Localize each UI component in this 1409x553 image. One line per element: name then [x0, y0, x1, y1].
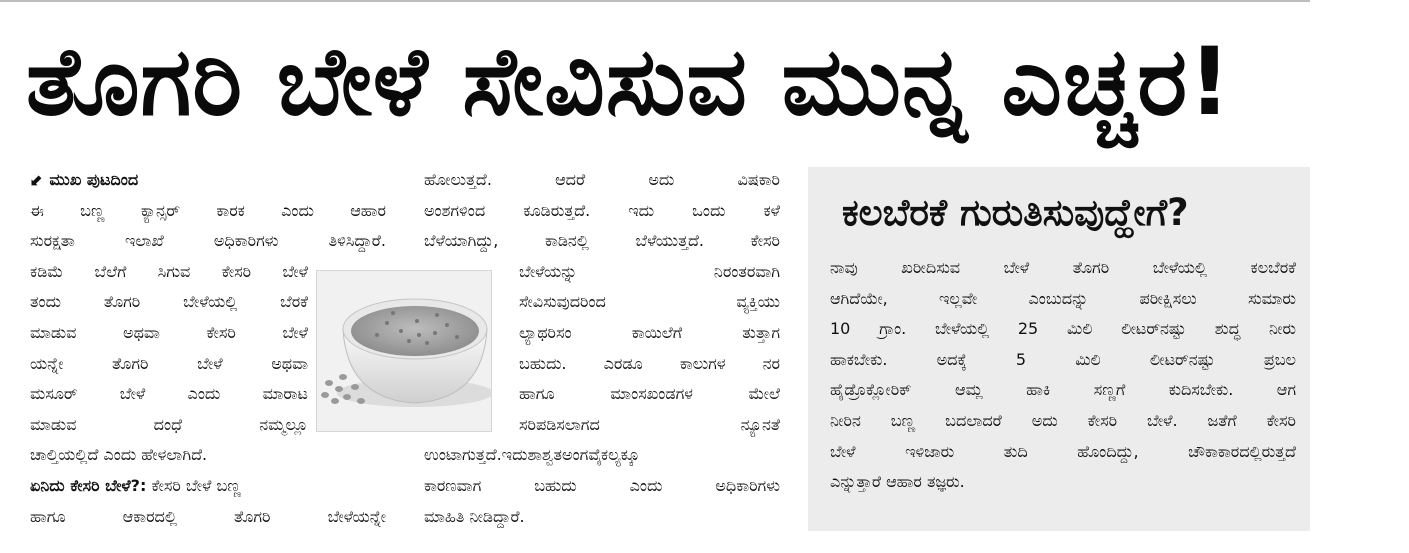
text-line: ಮಾಡುವ ದಂಧೆ ನಮ್ಮಲ್ಲೂ — [30, 414, 308, 434]
text-line: ಯನ್ನೇ ತೊಗರಿ ಬೇಳೆ ಅಥವಾ — [30, 353, 308, 373]
text-line: ಸುರಕ್ಷತಾ ಇಲಾಖೆ ಅಧಿಕಾರಿಗಳು ತಿಳಿಸಿದ್ದಾರೆ. — [30, 231, 386, 251]
text-line: ಕಾರಣವಾಗ ಬಹುದು ಎಂದು ಅಧಿಕಾರಿಗಳು — [424, 475, 780, 495]
subhead: ಏನಿದು ಕೇಸರಿ ಬೇಳೆ?: — [30, 475, 147, 495]
text-line: ಅಂಶಗಳಿಂದ ಕೂಡಿರುತ್ತದೆ. ಇದು ಒಂದು ಕಳೆ — [424, 200, 780, 220]
arrow-icon: ⬋ — [30, 170, 44, 189]
text-line: ಬಹುದು. ಎರಡೂ ಕಾಲುಗಳ ನರ — [519, 353, 780, 373]
text-line: ಈ ಬಣ್ಣ ಕ್ಯಾನ್ಸರ್ ಕಾರಕ ಎಂದು ಆಹಾರ — [30, 200, 386, 220]
text-line: ನಾವು ಖರೀದಿಸುವ ಬೇಳೆ ತೊಗರಿ ಬೇಳೆಯಲ್ಲಿ ಕಲಬೆರಕೆ — [830, 258, 1296, 277]
text-line: ತಂದು ತೊಗರಿ ಬೇಳೆಯಲ್ಲಿ ಬೆರಕೆ — [30, 292, 308, 312]
text-line: ಉಂಟಾಗುತ್ತದೆ.ಇದುಶಾಶ್ವತಅಂಗವೈಕಲ್ಯಕ್ಕೂ — [424, 445, 640, 465]
text-line: ಲ್ಯಾಥರಿಸಂ ಕಾಯಿಲೆಗೆ ತುತ್ತಾಗ — [519, 322, 780, 342]
text-line: ನೀರಿನ ಬಣ್ಣ ಬದಲಾದರೆ ಅದು ಕೇಸರಿ ಬೇಳೆ. ಜತೆಗೆ ಕೇಸರಿ — [830, 410, 1296, 430]
kicker — [30, 165, 386, 196]
text-line: ಎನ್ನುತ್ತಾರೆ ಆಹಾರ ತಜ್ಞರು. — [830, 472, 965, 492]
headline: ತೊಗರಿ ಬೇಳೆ ಸೇವಿಸುವ ಮುನ್ನ ಎಚ್ಚರ! — [26, 28, 1232, 137]
text-line: ಮಸೂರ್ ಬೇಳೆ ಎಂದು ಮಾರಾಟ — [30, 384, 308, 404]
text-line: ಬೇಳೆಯನ್ನು ನಿರಂತರವಾಗಿ — [519, 261, 780, 281]
text-line: ಹಾಗೂ ಮಾಂಸಖಂಡಗಳ ಮೇಲೆ — [519, 384, 780, 404]
text-line: ಸರಿಪಡಿಸಲಾಗದ ನ್ಯೂನತೆ — [519, 414, 780, 434]
text-line: ಹೈಡ್ರೊಕ್ಲೋರಿಕ್ ಆಮ್ಲ ಹಾಕಿ ಸಣ್ಣಗೆ ಕುದಿಸಬೇಕು. ಆಗ — [830, 380, 1296, 400]
text-line: ಹಾಗೂ ಆಕಾರದಲ್ಲಿ ತೊಗರಿ ಬೇಳೆಯನ್ನೇ — [30, 506, 386, 526]
article-column-2 — [424, 165, 780, 532]
subhead-line — [30, 471, 386, 502]
text-line: ಸೇವಿಸುವುದರಿಂದ ವ್ಯಕ್ತಿಯು — [519, 292, 780, 312]
sidebar-title: ಕಲಬೆರಕೆ ಗುರುತಿಸುವುದ್ಹೇಗೆ? — [842, 191, 1189, 234]
sidebar-box — [808, 167, 1310, 531]
text-line: ಆಗಿದೆಯೇ, ಇಲ್ಲವೇ ಎಂಬುದನ್ನು ಪರೀಕ್ಷಿಸಲು ಸುಮಾರು — [830, 288, 1296, 308]
subhead-rest: ಕೇಸರಿ ಬೇಳೆ ಬಣ್ಣ — [151, 475, 241, 495]
text-line: ಕಡಿಮೆ ಬೆಲೆಗೆ ಸಿಗುವ ಕೇಸರಿ ಬೇಳೆ — [30, 261, 308, 281]
text-line: 10 ಗ್ರಾಂ. ಬೇಳೆಯಲ್ಲಿ 25 ಮಿಲಿ ಲೀಟರ್‌ನಷ್ಟು ಶುದ್ಧ ನೀರು — [830, 319, 1296, 339]
text-line: ಹಾಕಬೇಕು. ಅದಕ್ಕೆ 5 ಮಿಲಿ ಲೀಟರ್‌ನಷ್ಟು ಪ್ರಬಲ — [830, 349, 1296, 369]
text-line: ಹೋಲುತ್ತದೆ. ಆದರೆ ಅದು ವಿಷಕಾರಿ — [424, 170, 780, 189]
sidebar-body — [830, 253, 1296, 498]
kicker-text: ಮುಖ ಪುಟದಿಂದ — [49, 170, 139, 189]
text-line: ಮಾಹಿತಿ ನೀಡಿದ್ದಾರೆ. — [424, 506, 525, 526]
text-line: ಬೆಳೆಯಾಗಿದ್ದು, ಕಾಡಿನಲ್ಲಿ ಬೆಳೆಯುತ್ತದೆ. ಕೇಸರಿ — [424, 231, 780, 251]
text-line: ಚಾಲ್ತಿಯಲ್ಲಿದೆ ಎಂದು ಹೇಳಲಾಗಿದೆ. — [30, 445, 208, 465]
top-rule — [0, 0, 1310, 2]
text-line: ಮಾಡುವ ಅಥವಾ ಕೇಸರಿ ಬೇಳೆ — [30, 322, 308, 342]
text-line: ಬೇಳೆ ಇಳಿಜಾರು ತುದಿ ಹೊಂದಿದ್ದು, ಚೌಕಾಕಾರದಲ್ಲಿರುತ್ತದೆ — [830, 441, 1296, 461]
